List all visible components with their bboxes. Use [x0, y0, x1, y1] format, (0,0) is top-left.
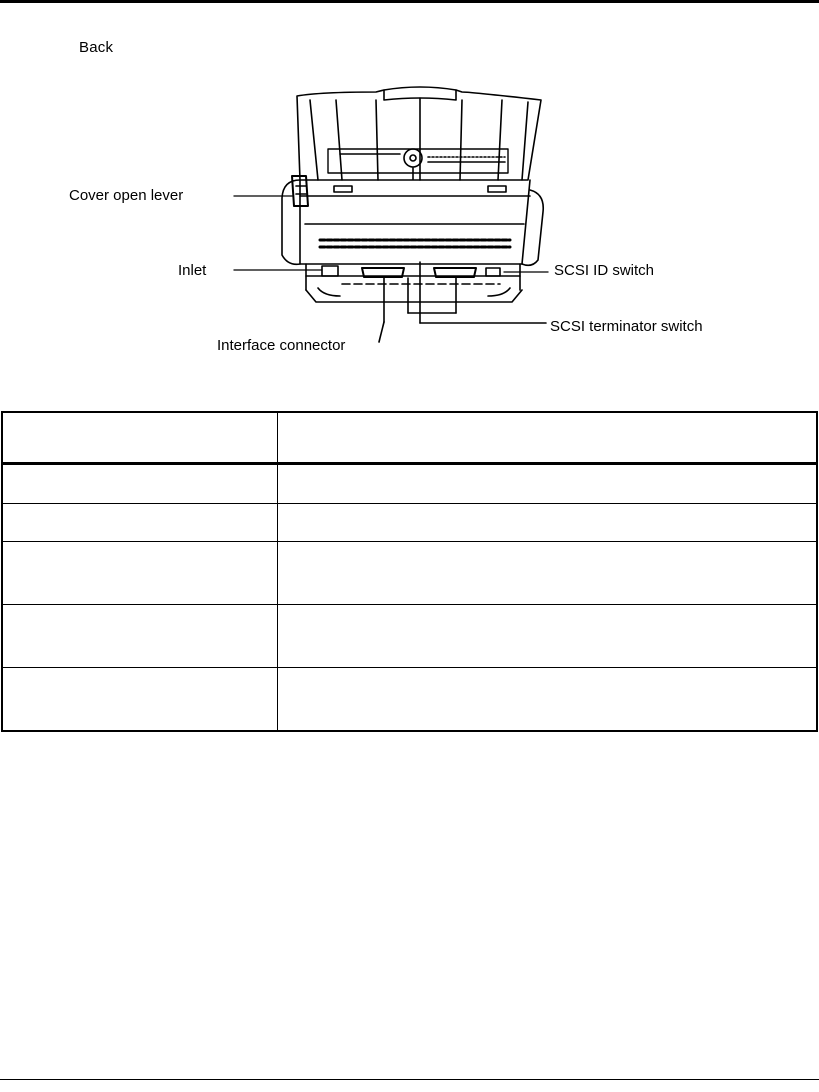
- table-header-cell: [2, 412, 278, 464]
- table-cell: [2, 464, 278, 504]
- table-cell: [278, 504, 818, 542]
- table-cell: [278, 605, 818, 668]
- label-cover-open-lever: Cover open lever: [69, 187, 184, 204]
- label-scsi-id-switch: SCSI ID switch: [554, 262, 655, 279]
- bottom-rule: [0, 1079, 819, 1080]
- table-cell: [2, 605, 278, 668]
- label-inlet: Inlet: [178, 262, 207, 279]
- table-cell: [278, 668, 818, 732]
- top-rule: [0, 0, 819, 3]
- table-row: [2, 464, 817, 504]
- table-row: [2, 542, 817, 605]
- table-cell: [2, 668, 278, 732]
- label-scsi-terminator-switch: SCSI terminator switch: [550, 318, 703, 335]
- table-row: [2, 668, 817, 732]
- table-cell: [278, 464, 818, 504]
- scanner-back-figure: [0, 70, 819, 370]
- table-cell: [2, 542, 278, 605]
- table-cell: [2, 504, 278, 542]
- table-row: [2, 504, 817, 542]
- table-row: [2, 605, 817, 668]
- section-heading: Back: [79, 39, 114, 56]
- parts-description-table: [1, 411, 818, 732]
- table-cell: [278, 542, 818, 605]
- label-interface-connector: Interface connector: [217, 337, 346, 354]
- table-header-row: [2, 412, 817, 464]
- table-header-cell: [278, 412, 818, 464]
